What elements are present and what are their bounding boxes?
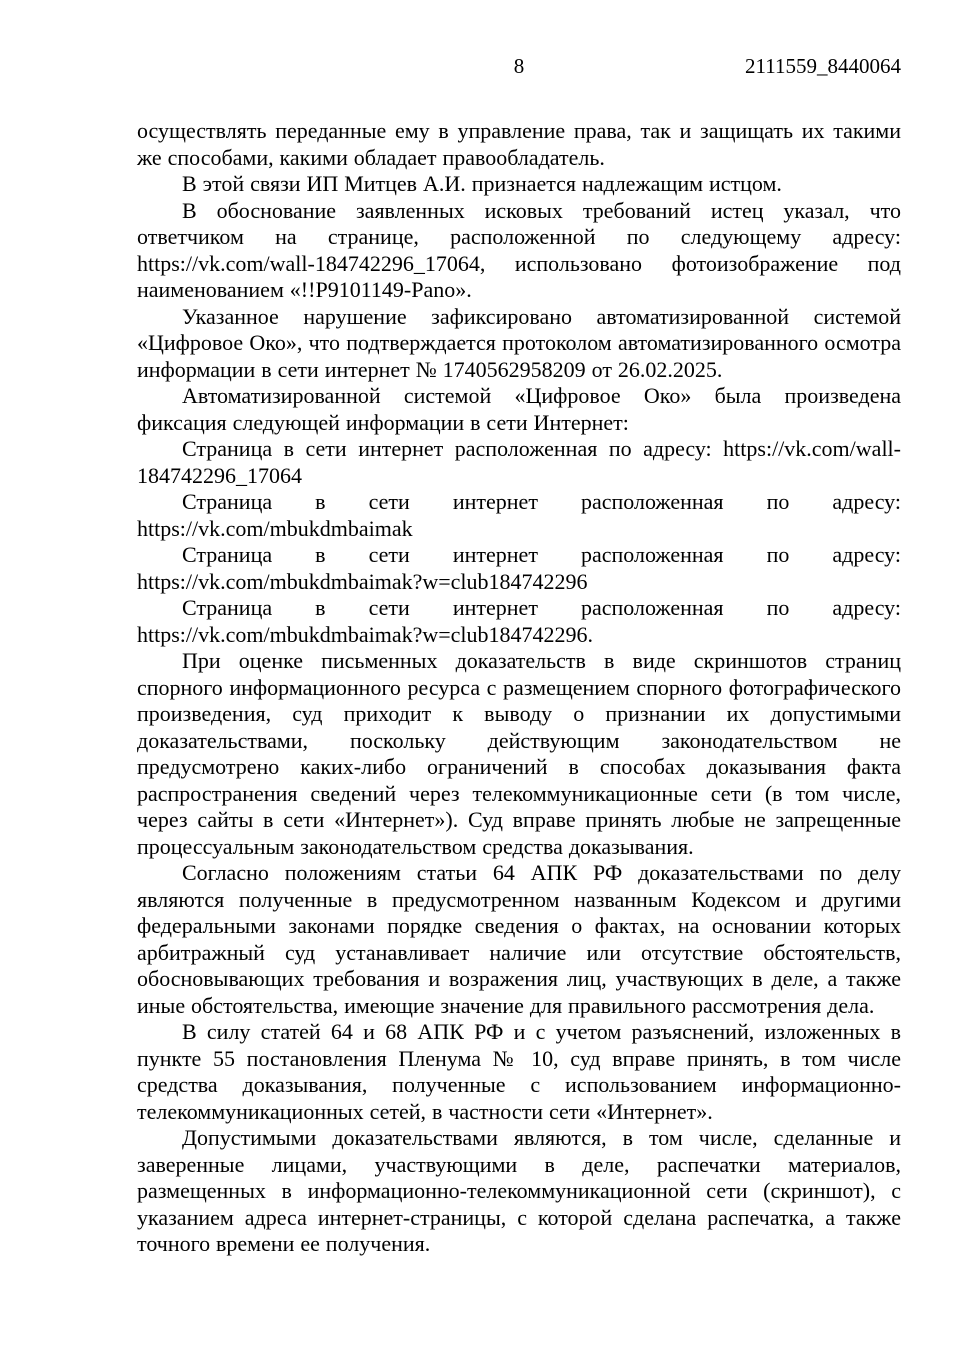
- paragraph-continuation: осуществлять переданные ему в управление права, так и защищать их такими же способами, какими обладает правообладатель.: [137, 118, 901, 170]
- page-header: [137, 53, 901, 79]
- page-number: 8: [513, 54, 525, 78]
- paragraph-url-entry: Страница в сети интернет расположенная по адресу: https://vk.com/mbukdmbaimak?w=club184742296.: [137, 595, 901, 647]
- paragraph: В силу статей 64 и 68 АПК РФ и с учетом разъяснений, изложенных в пункте 55 постановления Пленума № 10, суд вправе принять, в том числе средства доказывания, полученные с использованием информационно-телекоммуникационных сетей, в частности сети «Интернет».: [137, 1019, 901, 1124]
- paragraph: Согласно положениям статьи 64 АПК РФ доказательствами по делу являются полученные в предусмотренном названным Кодексом и другими федеральными законами порядке сведения о фактах, на основании которых арбитражный суд устанавливает наличие или отсутствие обстоятельств, обосновывающих требования и возражения лиц, участвующих в деле, а также иные обстоятельства, имеющие значение для правильного рассмотрения дела.: [137, 860, 901, 1018]
- paragraph: При оценке письменных доказательств в виде скриншотов страниц спорного информационного ресурса с размещением спорного фотографического произведения, суд приходит к выводу о признании их допустимыми доказательствами, поскольку действующим законодательством не предусмотрено каких-либо ограничений в способах доказывания факта распространения сведений через телекоммуникационные сети (в том числе, через сайты в сети «Интернет»). Суд вправе принять любые не запрещенные процессуальным законодательством средства доказывания.: [137, 648, 901, 859]
- paragraph-url-entry: Страница в сети интернет расположенная по адресу: https://vk.com/wall-184742296_17064: [137, 436, 901, 488]
- document-id: 2111559_8440064: [745, 54, 901, 78]
- paragraph-url-entry: Страница в сети интернет расположенная по адресу: https://vk.com/mbukdmbaimak?w=club184742296: [137, 542, 901, 594]
- paragraph: В обоснование заявленных исковых требований истец указал, что ответчиком на странице, расположенной по следующему адресу: https://vk.com/wall-184742296_17064, использовано фотоизображение под наименованием «!!P9101149-Pano».: [137, 197, 901, 302]
- document-body: [137, 118, 901, 1258]
- paragraph: Допустимыми доказательствами являются, в том числе, сделанные и заверенные лицами, участвующими в деле, распечатки материалов, размещенных в информационно-телекоммуникационной сети (скриншот), с указанием адреса интернет-страницы, с которой сделана распечатка, а также точного времени ее получения.: [137, 1125, 901, 1256]
- paragraph-url-entry: Страница в сети интернет расположенная по адресу: https://vk.com/mbukdmbaimak: [137, 489, 901, 541]
- paragraph: В этой связи ИП Митцев А.И. признается надлежащим истцом.: [182, 171, 782, 196]
- paragraph: Автоматизированной системой «Цифровое Око» была произведена фиксация следующей информации в сети Интернет:: [137, 383, 901, 435]
- paragraph: Указанное нарушение зафиксировано автоматизированной системой «Цифровое Око», что подтверждается протоколом автоматизированного осмотра информации в сети интернет № 1740562958209 от 26.02.2025.: [137, 303, 901, 382]
